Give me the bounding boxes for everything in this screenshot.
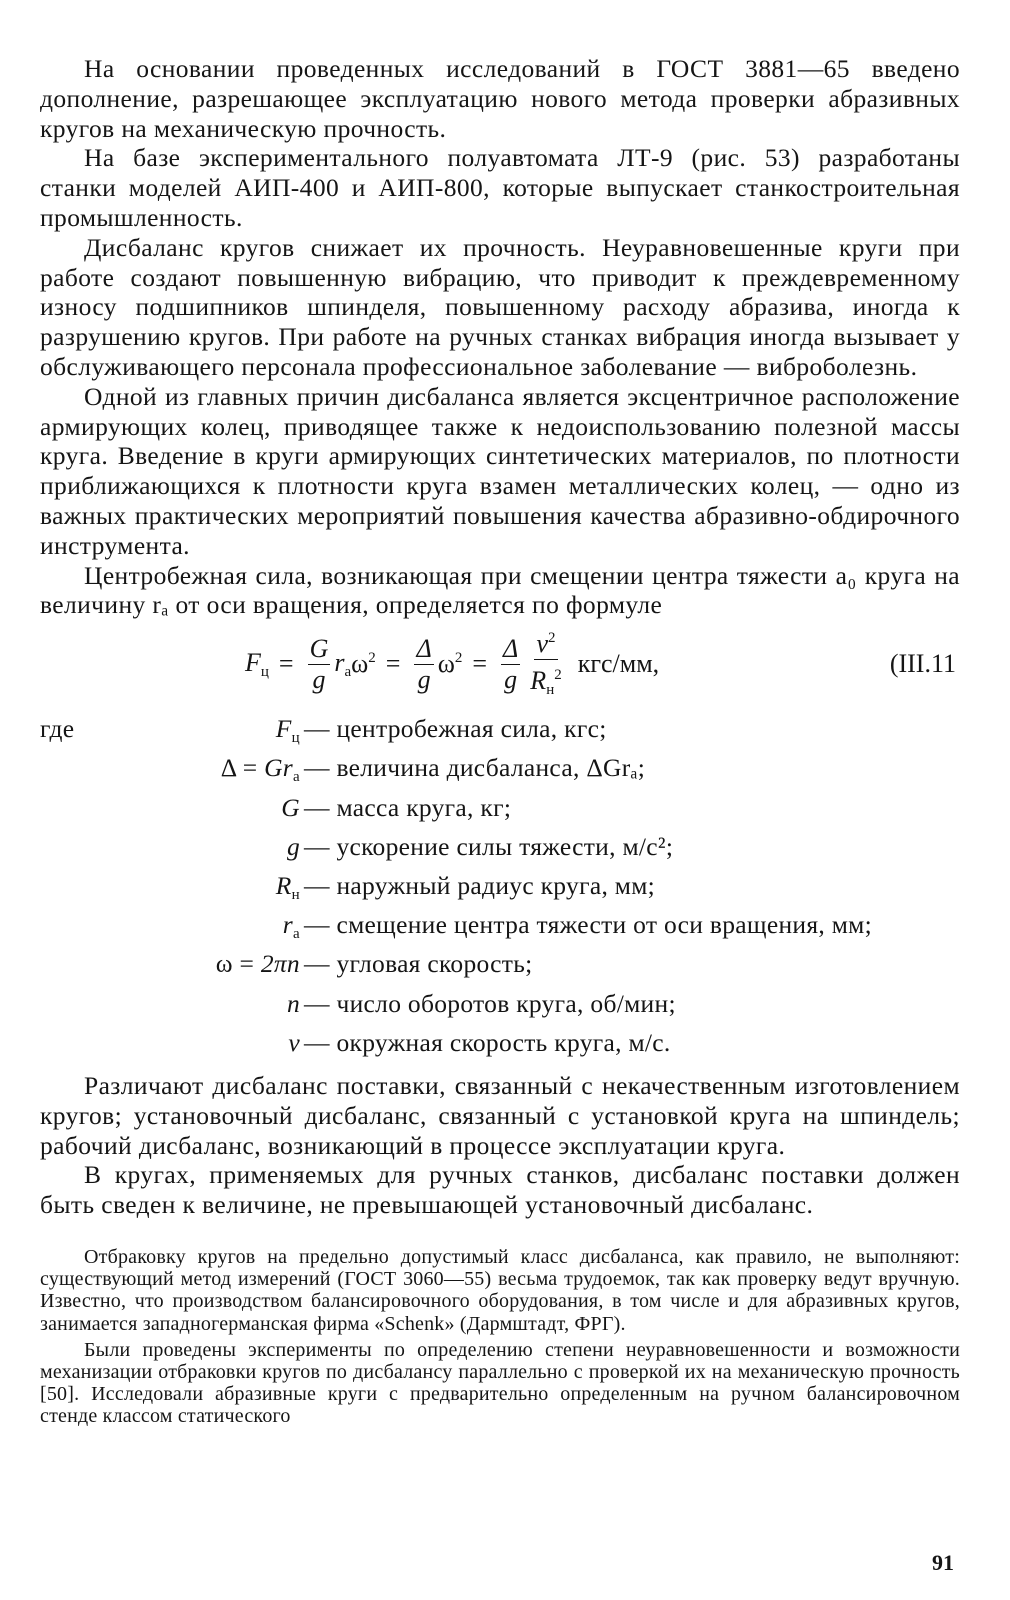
paragraph-centrifugal-force: Центробежная сила, возникающая при смещении центра тяжести a₀ круга на величину rₐ от оси вращения, определяется по формуле <box>40 560 960 620</box>
formula-lhs: $F_ц$ <box>245 647 269 680</box>
paragraph-hand-machines: В кругах, применяемых для ручных станков, дисбаланс поставки должен быть сведен к величине, не превышающей установочный дисбаланс. <box>40 1160 960 1220</box>
formula-block <box>40 620 960 708</box>
formula-omega-squared-2: $\omega^2$ <box>437 649 463 679</box>
paragraph-imbalance-types: Различают дисбаланс поставки, связанный с некачественным изготовлением кругов; установочный дисбаланс, связанный с установкой круга на шпиндель; рабочий дисбаланс, возникающий в процессе эксплуатации круга. <box>40 1070 960 1160</box>
formula-omega-squared: $\omega^2$ <box>351 649 376 679</box>
page-number: 91 <box>932 1550 954 1575</box>
formula-expression: $F_ц$ = $\frac{G}{g}$ $r_a$ $\omega^2$ = $\frac{\Delta}{g}$ $\omega^2$ = $\frac{\Delta}{g}$ $\frac{v^2}{R_н^2}$ кгс/мм, <box>245 620 659 708</box>
definition-row: ω = 2πn — угловая скорость; <box>215 949 533 979</box>
page-body <box>40 54 960 1428</box>
small-paragraph-experiments: Были проведены эксперименты по определению степени неуравновешенности и возможности механизации отбраковки кругов по дисбалансу параллельно с проверкой их на механическую прочность [50]. Исследовали абразивные круги с предварительно определенным на ручном балансировочном стенде классом статического <box>40 1338 960 1428</box>
formula-term-r: $r_a$ <box>334 647 352 680</box>
formula-fraction-v-over-r: $\frac{v^2}{R_н^2}$ <box>528 623 563 705</box>
definition-row: $R_н$ — наружный радиус круга, мм; <box>275 870 656 903</box>
paragraph-machines: На базе экспериментального полуавтомата ЛТ-9 (рис. 53) разработаны станки моделей АИП-400 и АИП-800, которые выпускает станкостроительная промышленность. <box>40 143 960 232</box>
definition-row: g — ускорение силы тяжести, м/с²; <box>286 831 674 861</box>
definition-row: n — число оборотов круга, об/мин; <box>286 988 676 1018</box>
definition-row: где $F_ц$ — центробежная сила, кгс; <box>40 714 960 753</box>
formula-fraction-delta-over-g-2: $\frac{\Delta}{g}$ <box>503 633 519 694</box>
paragraph-causes: Одной из главных причин дисбаланса является эксцентричное расположение армирующих колец, приводящее также к недоиспользованию полезной массы круга. Введение в круги армирующих синтетических материалов, по плотности приближающихся к плотности круга взамен металлических колец, — одно из важных практических мероприятий повышения качества абразивно-обдирочного инструмента. <box>40 381 960 560</box>
formula-number: (III.11 <box>889 649 956 679</box>
variable-definitions <box>40 714 960 1067</box>
definition-row: $\Delta = Gr_a$ — величина дисбаланса, ΔGrₐ; <box>220 753 646 786</box>
paragraph-imbalance: Дисбаланс кругов снижает их прочность. Неуравновешенные круги при работе создают повышенную вибрацию, что приводит к преждевременному износу подшипников шпинделя, повышенному расходу абразива, иногда к разрушению кругов. При работе на ручных станках вибрация иногда вызывает у обслуживающего персонала профессиональное заболевание — виброболезнь. <box>40 232 960 381</box>
small-print-block <box>40 1246 960 1428</box>
definition-row: $r_a$ — смещение центра тяжести от оси вращения, мм; <box>282 910 873 943</box>
formula-fraction-g-over-g: $\frac{G}{g}$ <box>309 633 329 694</box>
paragraph-gost: На основании проведенных исследований в ГОСТ 3881—65 введено дополнение, разрешающее эксплуатацию нового метода проверки абразивных кругов на механическую прочность. <box>40 54 960 143</box>
small-paragraph-rejection: Отбраковку кругов на предельно допустимый класс дисбаланса, как правило, не выполняют: существующий метод измерений (ГОСТ 3060—55) весьма трудоемок, так как проверку ведут вручную. Известно, что производством балансировочного оборудования, в том числе и для абразивных кругов, занимается западногерманская фирма «Schenk» (Дармштадт, ФРГ). <box>40 1245 960 1335</box>
where-label: где <box>40 714 75 744</box>
definition-row: G — масса круга, кг; <box>281 792 512 822</box>
formula-units: кгс/мм, <box>577 649 660 679</box>
definition-row: v — окружная скорость круга, м/с. <box>288 1027 671 1057</box>
formula-fraction-delta-over-g: $\frac{\Delta}{g}$ <box>416 633 432 694</box>
